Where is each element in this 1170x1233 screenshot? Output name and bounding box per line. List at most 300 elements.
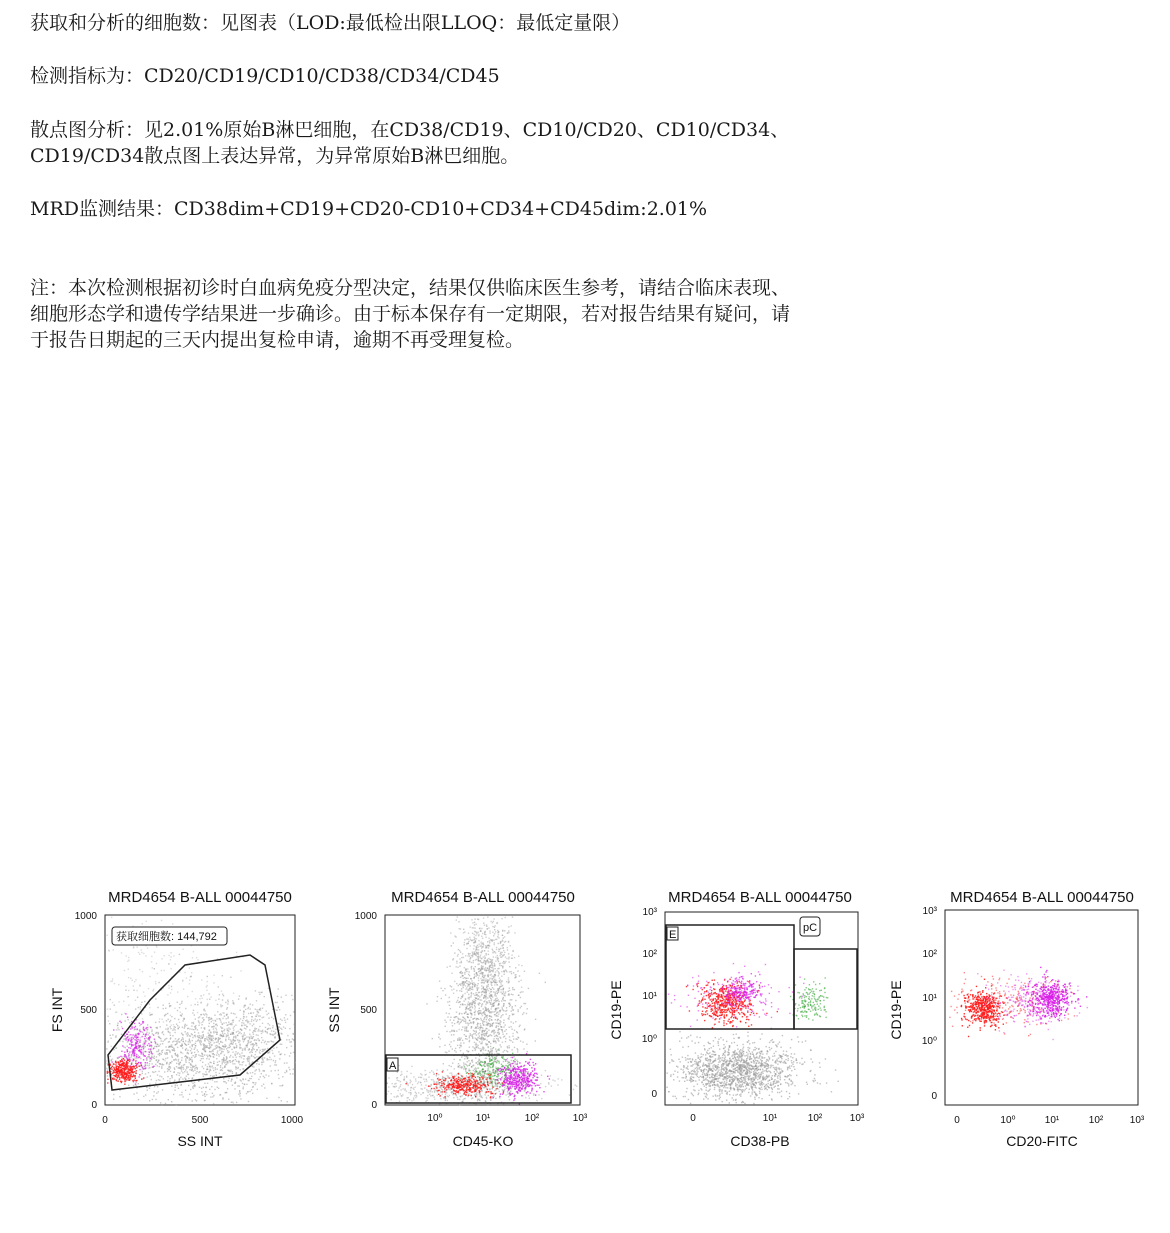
cell-event: [505, 1024, 506, 1025]
cell-event: [489, 1051, 490, 1052]
cell-event: [253, 1056, 254, 1057]
cell-event: [442, 1070, 443, 1071]
cell-event: [177, 1025, 178, 1026]
cell-event: [195, 1025, 196, 1026]
cell-event: [251, 1041, 252, 1042]
cell-event: [210, 1042, 211, 1043]
cell-event: [498, 1088, 499, 1089]
cell-event: [461, 1013, 462, 1014]
cell-event: [416, 1095, 417, 1096]
cell-event: [169, 1005, 170, 1006]
cell-event: [483, 1087, 484, 1088]
cell-event: [464, 1034, 465, 1035]
cell-event: [140, 1058, 141, 1059]
cell-event: [500, 982, 501, 983]
cell-event: [122, 1045, 123, 1046]
cell-event: [126, 1062, 127, 1063]
cell-event: [404, 1089, 405, 1090]
cell-event: [497, 990, 498, 991]
cell-event: [116, 1074, 117, 1075]
cell-event: [417, 1083, 418, 1084]
cell-event: [436, 1001, 437, 1002]
cell-event: [239, 1064, 240, 1065]
cell-event: [202, 1095, 203, 1096]
cell-event: [462, 1026, 463, 1027]
cell-event: [251, 1054, 252, 1055]
cell-event: [133, 1059, 134, 1060]
cell-event: [224, 1033, 225, 1034]
cell-event: [490, 991, 491, 992]
cell-event: [180, 1085, 181, 1086]
cell-event: [145, 1040, 146, 1041]
cell-event: [256, 1000, 257, 1001]
cell-event: [278, 1023, 279, 1024]
cell-event: [434, 1092, 435, 1093]
cell-event: [465, 1021, 466, 1022]
cell-event: [233, 1002, 234, 1003]
cell-event: [206, 1016, 207, 1017]
cell-event: [517, 1061, 518, 1062]
cell-event: [410, 1073, 411, 1074]
cell-event: [481, 988, 482, 989]
cell-event: [203, 1009, 204, 1010]
cell-event: [146, 1037, 147, 1038]
cell-event: [213, 1032, 214, 1033]
cell-event: [245, 1028, 246, 1029]
cell-event: [485, 945, 486, 946]
cell-event: [480, 978, 481, 979]
cell-event: [220, 1021, 221, 1022]
cell-event: [536, 1100, 537, 1101]
cell-event: [474, 922, 475, 923]
cell-event: [462, 1040, 463, 1041]
cell-event: [209, 1089, 210, 1090]
cell-event: [472, 953, 473, 954]
cell-event: [464, 1013, 465, 1014]
cell-event: [466, 960, 467, 961]
cell-event: [181, 1033, 182, 1034]
cell-event: [487, 1068, 488, 1069]
cell-event: [162, 1089, 163, 1090]
cell-event: [519, 1026, 520, 1027]
cell-event: [233, 1033, 234, 1034]
cell-event: [218, 986, 219, 987]
cell-event: [554, 1080, 555, 1081]
cell-event: [256, 1056, 257, 1057]
cell-event: [453, 958, 454, 959]
cell-event: [492, 1057, 493, 1058]
cell-event: [219, 1043, 220, 1044]
cell-event: [503, 947, 504, 948]
cell-event: [260, 1050, 261, 1051]
cell-event: [161, 1040, 162, 1041]
cell-event: [125, 1047, 126, 1048]
cell-event: [440, 1092, 441, 1093]
y-tick: 500: [80, 1005, 97, 1016]
cell-event: [185, 1049, 186, 1050]
cell-event: [502, 989, 503, 990]
cell-event: [493, 1095, 494, 1096]
cell-event: [149, 1032, 150, 1033]
cell-event: [258, 1047, 259, 1048]
cell-event: [151, 956, 152, 957]
cell-event: [466, 987, 467, 988]
cell-event: [462, 994, 463, 995]
report-mrd-result-line: MRD监测结果：CD38dim+CD19+CD20-CD10+CD34+CD45dim:2.01%: [30, 198, 708, 220]
cell-event: [463, 1042, 464, 1043]
cell-event: [487, 1017, 488, 1018]
cell-event: [264, 1077, 265, 1078]
cell-event: [249, 1048, 250, 1049]
cell-event: [465, 955, 466, 956]
cell-event: [132, 980, 133, 981]
cell-event: [493, 988, 494, 989]
cell-event: [207, 999, 208, 1000]
cell-event: [456, 962, 457, 963]
cell-event: [221, 990, 222, 991]
cell-event: [256, 1069, 257, 1070]
cell-event: [280, 1024, 281, 1025]
cell-event: [243, 1018, 244, 1019]
cell-event: [509, 971, 510, 972]
cell-event: [459, 1047, 460, 1048]
cell-event: [171, 1061, 172, 1062]
cell-event: [170, 1067, 171, 1068]
cell-event: [133, 990, 134, 991]
cell-event: [159, 1037, 160, 1038]
cell-event: [523, 1012, 524, 1013]
cell-event: [246, 1093, 247, 1094]
cell-event: [199, 1023, 200, 1024]
cell-event: [259, 1009, 260, 1010]
cell-event: [259, 1030, 260, 1031]
cell-event: [239, 1085, 240, 1086]
cell-event: [236, 1073, 237, 1074]
cell-event: [240, 1047, 241, 1048]
cell-event: [145, 1094, 146, 1095]
cell-event: [221, 1030, 222, 1031]
cell-event: [204, 1096, 205, 1097]
cell-event: [145, 1051, 146, 1052]
cell-event: [194, 1047, 195, 1048]
cell-event: [253, 1046, 254, 1047]
cell-event: [445, 1098, 446, 1099]
cell-event: [494, 968, 495, 969]
cell-event: [221, 1059, 222, 1060]
cell-event: [504, 942, 505, 943]
cell-event: [460, 952, 461, 953]
cell-event: [489, 1071, 490, 1072]
cell-event: [127, 961, 128, 962]
cell-event: [220, 1047, 221, 1048]
cell-event: [161, 1054, 162, 1055]
cell-event: [485, 975, 486, 976]
cell-event: [171, 1025, 172, 1026]
cell-event: [226, 1048, 227, 1049]
cell-event: [153, 1048, 154, 1049]
cell-event: [126, 1080, 127, 1081]
cell-event: [268, 1059, 269, 1060]
cell-event: [116, 1062, 117, 1063]
cell-event: [153, 1066, 154, 1067]
cell-event: [168, 1050, 169, 1051]
cell-event: [124, 1035, 125, 1036]
cell-event: [156, 1051, 157, 1052]
cell-event: [464, 967, 465, 968]
cell-event: [164, 1071, 165, 1072]
cell-event: [246, 1036, 247, 1037]
cell-event: [506, 958, 507, 959]
cell-event: [209, 1038, 210, 1039]
cell-event: [249, 1034, 250, 1035]
cell-event: [500, 953, 501, 954]
cell-event: [492, 922, 493, 923]
cell-event: [213, 1061, 214, 1062]
cell-event: [140, 1008, 141, 1009]
cell-event: [286, 1062, 287, 1063]
cell-event: [470, 1063, 471, 1064]
cell-event: [394, 1083, 395, 1084]
cell-event: [426, 1100, 427, 1101]
cell-event: [438, 1037, 439, 1038]
cell-event: [420, 1077, 421, 1078]
cell-event: [219, 1073, 220, 1074]
cell-event: [497, 936, 498, 937]
cell-event: [235, 1055, 236, 1056]
cell-event: [507, 1093, 508, 1094]
cell-event: [463, 978, 464, 979]
cell-event: [510, 971, 511, 972]
cell-event: [484, 1073, 485, 1074]
cell-event: [513, 1014, 514, 1015]
cell-event: [200, 1044, 201, 1045]
cell-event: [487, 959, 488, 960]
cell-event: [125, 1078, 126, 1079]
cell-event: [510, 999, 511, 1000]
cell-event: [494, 974, 495, 975]
cell-event: [265, 1041, 266, 1042]
cell-event: [501, 965, 502, 966]
cell-event: [411, 1100, 412, 1101]
cell-event: [486, 924, 487, 925]
cell-event: [503, 1010, 504, 1011]
cell-event: [207, 976, 208, 977]
cell-event: [194, 1066, 195, 1067]
cell-event: [293, 1069, 294, 1070]
cell-event: [137, 1028, 138, 1029]
cell-event: [157, 1061, 158, 1062]
cell-event: [211, 1040, 212, 1041]
cell-event: [436, 1090, 437, 1091]
cell-event: [472, 987, 473, 988]
cell-event: [480, 1018, 481, 1019]
cell-event: [484, 1035, 485, 1036]
cell-event: [503, 971, 504, 972]
cell-event: [245, 1009, 246, 1010]
cell-event: [195, 1036, 196, 1037]
cell-event: [492, 1088, 493, 1089]
cell-event: [473, 1070, 474, 1071]
cell-event: [122, 1078, 123, 1079]
cell-event: [472, 956, 473, 957]
cell-event: [252, 1037, 253, 1038]
cell-event: [212, 1066, 213, 1067]
cell-event: [124, 1013, 125, 1014]
cell-event: [388, 1091, 389, 1092]
cell-event: [226, 1056, 227, 1057]
cell-event: [187, 1032, 188, 1033]
cell-event: [435, 1089, 436, 1090]
cell-event: [289, 1028, 290, 1029]
cell-event: [470, 1017, 471, 1018]
cell-event: [496, 1038, 497, 1039]
report-note-line3: 于报告日期起的三天内提出复检申请，逾期不再受理复检。: [30, 329, 525, 351]
cell-event: [481, 1039, 482, 1040]
cell-event: [513, 1060, 514, 1061]
cell-event: [511, 973, 512, 974]
cell-event: [488, 1065, 489, 1066]
cell-event: [271, 1017, 272, 1018]
cell-event: [426, 1003, 427, 1004]
cell-event: [262, 1049, 263, 1050]
cell-event: [545, 1086, 546, 1087]
cell-event: [494, 976, 495, 977]
cell-event: [182, 1047, 183, 1048]
cell-event: [489, 942, 490, 943]
cell-event: [145, 1046, 146, 1047]
cell-event: [213, 1026, 214, 1027]
cell-event: [475, 1033, 476, 1034]
cell-event: [109, 950, 110, 951]
cell-event: [491, 967, 492, 968]
cell-event: [413, 1099, 414, 1100]
cell-event: [479, 1048, 480, 1049]
cell-event: [223, 1030, 224, 1031]
cell-event: [481, 1049, 482, 1050]
cell-event: [182, 949, 183, 950]
cell-event: [132, 1027, 133, 1028]
cell-event: [141, 1052, 142, 1053]
cell-event: [228, 1039, 229, 1040]
cell-event: [512, 994, 513, 995]
cell-event: [178, 1064, 179, 1065]
cell-event: [242, 1036, 243, 1037]
cell-event: [118, 1001, 119, 1002]
cell-event: [226, 1082, 227, 1083]
cell-event: [133, 1067, 134, 1068]
cell-event: [480, 1010, 481, 1011]
cell-event: [476, 994, 477, 995]
cell-event: [157, 1065, 158, 1066]
cell-event: [451, 989, 452, 990]
cell-event: [476, 1034, 477, 1035]
cell-event: [248, 1056, 249, 1057]
cell-event: [293, 1011, 294, 1012]
cell-event: [172, 1041, 173, 1042]
cell-event: [449, 997, 450, 998]
cell-event: [496, 1013, 497, 1014]
cell-event: [182, 1027, 183, 1028]
cell-event: [265, 1031, 266, 1032]
cell-event: [481, 972, 482, 973]
cell-event: [468, 981, 469, 982]
cell-event: [193, 1075, 194, 1076]
cell-event: [163, 1021, 164, 1022]
cell-event: [147, 1090, 148, 1091]
cell-event: [126, 1057, 127, 1058]
cell-event: [481, 1006, 482, 1007]
cell-event: [251, 1078, 252, 1079]
cell-event: [250, 1008, 251, 1009]
cell-event: [533, 1095, 534, 1096]
cell-event: [496, 1000, 497, 1001]
cell-event: [466, 1075, 467, 1076]
cell-event: [477, 1018, 478, 1019]
cell-event: [454, 1050, 455, 1051]
cell-event: [207, 1068, 208, 1069]
cell-event: [250, 1051, 251, 1052]
cell-event: [124, 1079, 125, 1080]
cell-event: [272, 1053, 273, 1054]
cell-event: [150, 1049, 151, 1050]
cell-event: [463, 1021, 464, 1022]
cell-event: [484, 992, 485, 993]
cell-event: [229, 1045, 230, 1046]
cell-event: [482, 946, 483, 947]
cell-event: [441, 1089, 442, 1090]
cell-event: [139, 1041, 140, 1042]
cell-event: [120, 1072, 121, 1073]
cell-event: [466, 948, 467, 949]
cell-event: [489, 932, 490, 933]
cell-event: [168, 1099, 169, 1100]
cell-event: [176, 1024, 177, 1025]
x-tick: 1000: [280, 1115, 304, 1126]
cell-event: [210, 1037, 211, 1038]
cell-event: [163, 1059, 164, 1060]
cell-event: [131, 1056, 132, 1057]
cell-event: [494, 995, 495, 996]
cell-event: [159, 1045, 160, 1046]
cell-event: [476, 973, 477, 974]
cell-event: [460, 1042, 461, 1043]
cell-event: [482, 943, 483, 944]
cell-event: [147, 1056, 148, 1057]
cell-event: [453, 993, 454, 994]
cell-event: [436, 1081, 437, 1082]
cell-event: [491, 960, 492, 961]
cell-event: [201, 1091, 202, 1092]
cell-event: [506, 981, 507, 982]
cell-event: [452, 1025, 453, 1026]
cell-event: [484, 955, 485, 956]
cell-event: [179, 1004, 180, 1005]
cell-event: [464, 972, 465, 973]
cell-event: [266, 1098, 267, 1099]
cell-event: [151, 961, 152, 962]
cell-event: [506, 1029, 507, 1030]
cell-event: [274, 1055, 275, 1056]
cell-event: [227, 1032, 228, 1033]
cell-event: [240, 1093, 241, 1094]
cell-event: [128, 1056, 129, 1057]
cell-event: [222, 1051, 223, 1052]
cell-event: [488, 971, 489, 972]
cell-event: [197, 1036, 198, 1037]
cell-event: [214, 1089, 215, 1090]
cell-event: [228, 1099, 229, 1100]
cell-event: [263, 1061, 264, 1062]
